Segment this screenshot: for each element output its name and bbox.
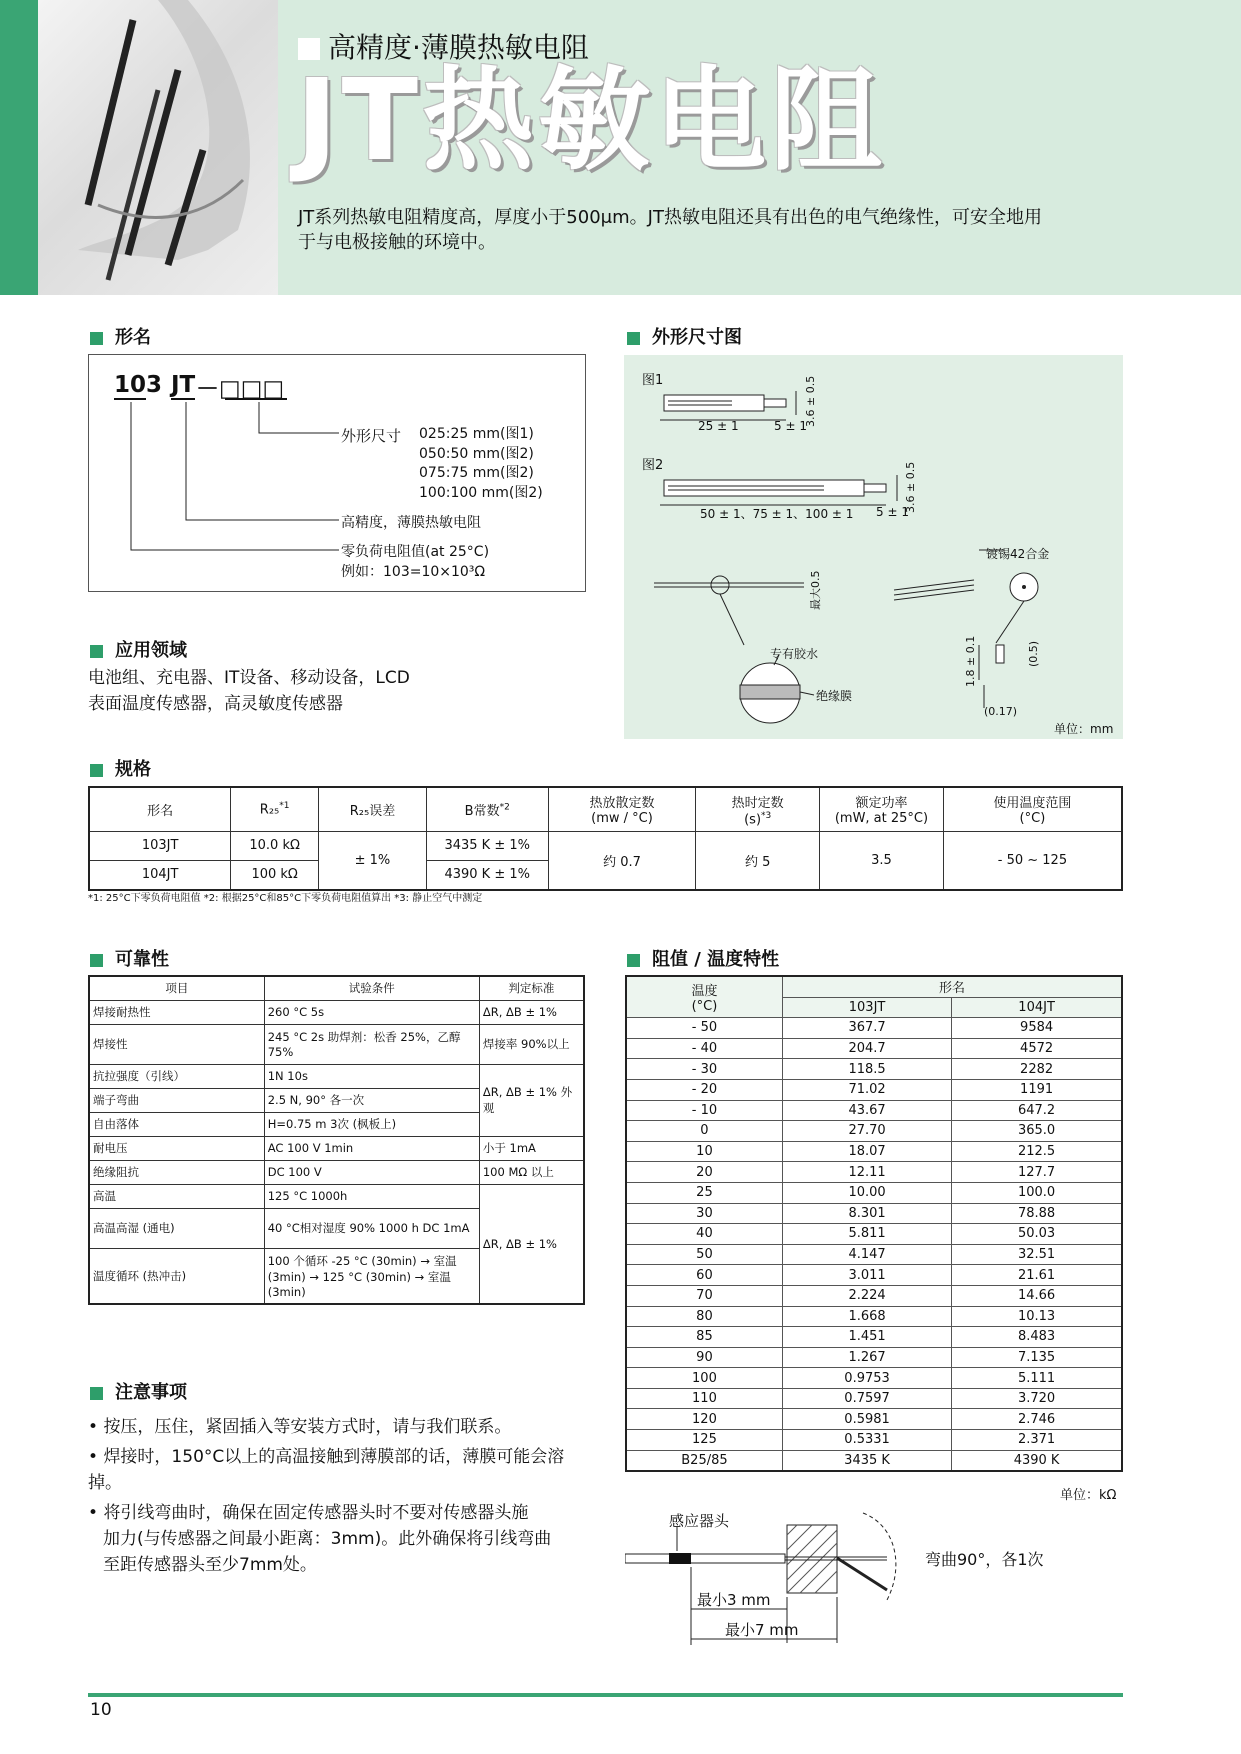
reliability-section-title: [90, 945, 169, 971]
resistance-cell-104: 3.720: [952, 1388, 1122, 1409]
product-photo: [38, 0, 278, 295]
section-square-icon: [90, 332, 103, 345]
section-square-icon: [90, 1387, 103, 1400]
reliability-condition: AC 100 V 1min: [264, 1136, 479, 1160]
reliability-header: 判定标准: [479, 976, 584, 1000]
header-sup: *2: [499, 802, 510, 813]
spec-header-r25: [231, 787, 319, 831]
resistance-row: [626, 1121, 1122, 1142]
header-text: (°C): [691, 999, 718, 1015]
resistance-cell-103: 12.11: [782, 1162, 951, 1183]
dimension-section-title: [627, 323, 742, 349]
header-text: 热放散定数: [589, 796, 655, 812]
resistance-cell-104: 32.51: [952, 1244, 1122, 1265]
resistance-cell-104: 647.2: [952, 1100, 1122, 1121]
model-desc-2: 零负荷电阻值(at 25°C): [341, 544, 490, 560]
reliability-criterion: 100 MΩ 以上: [479, 1160, 584, 1184]
section-square-icon: [90, 954, 103, 967]
fig2-width: 3.6 ± 0.5: [904, 461, 917, 513]
spec-cell-tolerance: ± 1%: [319, 831, 427, 890]
spec-cell-model: 103JT: [89, 831, 231, 860]
reliability-header: 项目: [89, 976, 264, 1000]
size-item: 100:100 mm(图2): [419, 484, 543, 501]
subtitle-text: 高精度·薄膜热敏电阻: [328, 31, 589, 64]
resistance-cell-temp: 100: [626, 1368, 782, 1389]
resistance-cell-temp: 120: [626, 1409, 782, 1430]
resistance-row: [626, 1038, 1122, 1059]
film-label: 绝缘膜: [816, 689, 853, 703]
spec-header-time-constant: [696, 787, 820, 831]
spec-cell-power: 3.5: [820, 831, 944, 890]
resistance-cell-104: 5.111: [952, 1368, 1122, 1389]
section-square-icon: [627, 954, 640, 967]
header-text: 温度: [691, 984, 718, 1000]
caution-item: [88, 1414, 598, 1440]
section-title-text: 注意事项: [115, 1382, 187, 1403]
caution-item: [88, 1500, 598, 1526]
spec-header-model: 形名: [89, 787, 231, 831]
reliability-item: 绝缘阻抗: [89, 1160, 264, 1184]
bullet-icon: •: [88, 1503, 104, 1523]
header-sup: *1: [279, 801, 290, 812]
resistance-cell-103: 367.7: [782, 1018, 951, 1039]
resistance-cell-103: 5.811: [782, 1224, 951, 1245]
resistance-cell-103: 1.668: [782, 1306, 951, 1327]
resistance-cell-temp: - 20: [626, 1079, 782, 1100]
resistance-cell-104: 2282: [952, 1059, 1122, 1080]
resistance-cell-104: 2.371: [952, 1430, 1122, 1451]
header-text: 额定功率: [855, 796, 908, 812]
resistance-table: [625, 975, 1123, 1472]
resistance-cell-temp: 80: [626, 1306, 782, 1327]
reliability-item: 自由落体: [89, 1112, 264, 1136]
spec-header-row: [89, 787, 1122, 831]
spec-cell-b: 3435 K ± 1%: [426, 831, 548, 860]
resistance-cell-temp: 30: [626, 1203, 782, 1224]
resistance-cell-temp: - 30: [626, 1059, 782, 1080]
resistance-cell-temp: 50: [626, 1244, 782, 1265]
caution-text: 至距传感器头至少7mm处。: [103, 1555, 317, 1575]
glue-label: 专有胶水: [770, 647, 819, 661]
resistance-row: [626, 1368, 1122, 1389]
application-section-title: [90, 636, 187, 662]
resistance-cell-103: 4.147: [782, 1244, 951, 1265]
resistance-cell-104: 212.5: [952, 1141, 1122, 1162]
section-square-icon: [90, 645, 103, 658]
resistance-body: [626, 1018, 1122, 1472]
resistance-header-104: 104JT: [952, 997, 1122, 1018]
spec-footnote: *1: 25°C下零负荷电阻值 *2: 根据25°C和85°C下零负荷电阻值算出 *3: 静止空气中测定: [88, 893, 483, 904]
resistance-cell-temp: 25: [626, 1182, 782, 1203]
reliability-condition: 40 °C相对湿度 90% 1000 h DC 1mA: [264, 1208, 479, 1248]
reliability-item: 耐电压: [89, 1136, 264, 1160]
section-title-text: 形名: [115, 327, 151, 348]
fig1-width: 3.6 ± 0.5: [804, 375, 817, 427]
resistance-row: [626, 1347, 1122, 1368]
reliability-condition: 2.5 N, 90° 各一次: [264, 1088, 479, 1112]
intro-text: [298, 205, 1148, 255]
resistance-cell-103: 0.5981: [782, 1409, 951, 1430]
spec-cell-r25: 100 kΩ: [231, 860, 319, 890]
resistance-cell-103: 204.7: [782, 1038, 951, 1059]
model-code-jt: JT: [171, 372, 196, 398]
min-3mm-label: 最小3 mm: [697, 1591, 771, 1609]
resistance-cell-104: 8.483: [952, 1327, 1122, 1348]
spec-header-range: [943, 787, 1122, 831]
reliability-item: 温度循环 (热冲击): [89, 1248, 264, 1304]
caution-text: 加力(与传感器之间最小距离：3mm)。此外确保将引线弯曲: [103, 1529, 552, 1549]
bullet-icon: •: [88, 1447, 104, 1467]
section-title-text: 外形尺寸图: [652, 327, 742, 348]
size-item: 075:75 mm(图2): [419, 465, 534, 481]
resistance-cell-103: 0.7597: [782, 1388, 951, 1409]
spec-table: [88, 786, 1123, 891]
resistance-cell-103: 3435 K: [782, 1450, 951, 1471]
resistance-row: [626, 1141, 1122, 1162]
resistance-row: [626, 1182, 1122, 1203]
section-title-text: 应用领域: [115, 640, 187, 661]
header-text: B常数: [464, 803, 500, 819]
reliability-row: [89, 1000, 584, 1024]
dimension-diagram-panel: [624, 355, 1123, 739]
resistance-cell-104: 7.135: [952, 1347, 1122, 1368]
resistance-row: [626, 1162, 1122, 1183]
spec-cell-time-constant: 约 5: [696, 831, 820, 890]
resistance-cell-temp: 70: [626, 1285, 782, 1306]
resistance-cell-104: 14.66: [952, 1285, 1122, 1306]
resistance-cell-104: 127.7: [952, 1162, 1122, 1183]
section-square-icon: [90, 764, 103, 777]
size-item: 050:50 mm(图2): [419, 445, 534, 462]
resistance-cell-temp: - 50: [626, 1018, 782, 1039]
spec-cell-r25: 10.0 kΩ: [231, 831, 319, 860]
reliability-criterion: 焊接率 90%以上: [479, 1024, 584, 1064]
resistance-cell-104: 2.746: [952, 1409, 1122, 1430]
resistance-cell-103: 43.67: [782, 1100, 951, 1121]
spec-header-tolerance: R₂₅误差: [319, 787, 427, 831]
resistance-cell-104: 21.61: [952, 1265, 1122, 1286]
fig2-length: 50 ± 1、75 ± 1、100 ± 1: [700, 507, 854, 521]
bend-diagram: [625, 1505, 1055, 1660]
intro-line-2: 于与电极接触的环境中。: [298, 232, 496, 253]
section-title-text: 可靠性: [115, 949, 169, 970]
resistance-cell-103: 2.224: [782, 1285, 951, 1306]
resistance-row: [626, 1203, 1122, 1224]
resistance-row: [626, 1285, 1122, 1306]
resistance-cell-103: 8.301: [782, 1203, 951, 1224]
reliability-row: [89, 1136, 584, 1160]
resistance-row: [626, 1306, 1122, 1327]
resistance-cell-temp: 40: [626, 1224, 782, 1245]
header-text: 使用温度范围: [993, 796, 1072, 812]
resistance-cell-103: 118.5: [782, 1059, 951, 1080]
size-label: 外形尺寸: [341, 427, 402, 445]
min-7mm-label: 最小7 mm: [725, 1621, 799, 1639]
resistance-cell-temp: 0: [626, 1121, 782, 1142]
fig1-tip: 5 ± 1: [774, 419, 807, 433]
reliability-condition: 260 °C 5s: [264, 1000, 479, 1024]
caution-text: 焊接时，150°C以上的高温接触到薄膜部的话，薄膜可能会溶掉。: [88, 1447, 565, 1493]
resistance-cell-104: 50.03: [952, 1224, 1122, 1245]
intro-line-1: JT系列热敏电阻精度高，厚度小于500μm。JT热敏电阻还具有出色的电气绝缘性，可安全地用: [298, 207, 1042, 228]
resistance-section-title: [627, 945, 779, 971]
header-text: (mW, at 25°C): [834, 811, 929, 827]
spec-section-title: [90, 755, 151, 781]
page-number: 10: [90, 1700, 112, 1720]
resistance-cell-104: 10.13: [952, 1306, 1122, 1327]
resistance-cell-103: 1.267: [782, 1347, 951, 1368]
resistance-cell-103: 10.00: [782, 1182, 951, 1203]
resistance-cell-temp: - 10: [626, 1100, 782, 1121]
dim-0-17: (0.17): [984, 705, 1018, 718]
resistance-row: [626, 1327, 1122, 1348]
resistance-cell-temp: - 40: [626, 1038, 782, 1059]
resistance-row: [626, 1265, 1122, 1286]
application-text: [88, 665, 410, 717]
spec-header-b: [426, 787, 548, 831]
reliability-criterion: 小于 1mA: [479, 1136, 584, 1160]
reliability-item: 焊接性: [89, 1024, 264, 1064]
spec-cell-dissipation: 约 0.7: [548, 831, 696, 890]
resistance-cell-103: 27.70: [782, 1121, 951, 1142]
model-desc-3: 例如：103=10×10³Ω: [341, 564, 486, 580]
header-text: R₂₅: [259, 802, 280, 818]
resistance-row: [626, 1224, 1122, 1245]
resistance-cell-103: 71.02: [782, 1079, 951, 1100]
resistance-cell-temp: 110: [626, 1388, 782, 1409]
section-title-text: 规格: [115, 759, 151, 780]
reliability-condition: 100 个循环 -25 °C (30min) → 室温 (3min) → 125 °C (30min) → 室温 (3min): [264, 1248, 479, 1304]
resistance-cell-104: 365.0: [952, 1121, 1122, 1142]
reliability-item: 高温: [89, 1184, 264, 1208]
reliability-item: 抗拉强度（引线）: [89, 1064, 264, 1088]
caution-section-title: [90, 1378, 187, 1404]
caution-item: [88, 1444, 598, 1496]
resistance-cell-103: 18.07: [782, 1141, 951, 1162]
resistance-cell-temp: 20: [626, 1162, 782, 1183]
fig1-label: 图1: [642, 373, 664, 388]
size-list: [419, 425, 543, 503]
resistance-cell-temp: B25/85: [626, 1450, 782, 1471]
reliability-criterion: ΔR, ΔB ± 1%: [479, 1000, 584, 1024]
sensor-head-label: 感应器头: [669, 1512, 730, 1530]
reliability-condition: H=0.75 m 3次 (枫板上): [264, 1112, 479, 1136]
dimension-unit: 单位：mm: [1054, 722, 1114, 736]
resistance-row: [626, 1430, 1122, 1451]
resistance-header-model: 形名: [782, 976, 1122, 997]
spec-header-dissipation: [548, 787, 696, 831]
reliability-item: 焊接耐热性: [89, 1000, 264, 1024]
footer-rule: [88, 1693, 1123, 1697]
header-text: (mw / °C): [591, 811, 653, 827]
application-line: 电池组、充电器、IT设备、移动设备，LCD: [88, 668, 410, 688]
resistance-row: [626, 1244, 1122, 1265]
resistance-row: [626, 1079, 1122, 1100]
header-text: (s): [744, 811, 762, 827]
reliability-row: [89, 1024, 584, 1064]
reliability-item: 端子弯曲: [89, 1088, 264, 1112]
header-text: (°C): [1019, 811, 1046, 827]
spec-row: [89, 831, 1122, 860]
header-text: 热时定数: [731, 795, 784, 811]
resistance-cell-103: 0.9753: [782, 1368, 951, 1389]
spec-cell-b: 4390 K ± 1%: [426, 860, 548, 890]
model-code-size: －□□□: [196, 376, 285, 402]
reliability-criterion: ΔR, ΔB ± 1% 外观: [479, 1064, 584, 1136]
resistance-row: [626, 1388, 1122, 1409]
section-title-text: 阻值 / 温度特性: [652, 949, 780, 970]
section-square-icon: [627, 332, 640, 345]
resistance-cell-temp: 10: [626, 1141, 782, 1162]
resistance-cell-104: 4572: [952, 1038, 1122, 1059]
resistance-unit: 单位：kΩ: [1060, 1488, 1117, 1503]
resistance-cell-104: 78.88: [952, 1203, 1122, 1224]
reliability-row: [89, 1160, 584, 1184]
lead-material-label: 镀锡42合金: [986, 547, 1050, 561]
resistance-header-row: [626, 976, 1122, 997]
resistance-cell-103: 3.011: [782, 1265, 951, 1286]
spec-header-power: [820, 787, 944, 831]
reliability-criterion: ΔR, ΔB ± 1%: [479, 1184, 584, 1304]
reliability-header: 试验条件: [264, 976, 479, 1000]
resistance-row: [626, 1450, 1122, 1471]
spec-cell-range: - 50 ~ 125: [943, 831, 1122, 890]
caution-list: [88, 1414, 598, 1578]
model-desc-1: 高精度，薄膜热敏电阻: [341, 515, 481, 531]
max-thickness: 最大0.5: [809, 570, 822, 610]
size-item: 025:25 mm(图1): [419, 426, 534, 442]
resistance-cell-104: 100.0: [952, 1182, 1122, 1203]
resistance-row: [626, 1100, 1122, 1121]
resistance-cell-temp: 90: [626, 1347, 782, 1368]
reliability-condition: 125 °C 1000h: [264, 1184, 479, 1208]
resistance-cell-104: 4390 K: [952, 1450, 1122, 1471]
fig2-label: 图2: [642, 458, 664, 473]
reliability-condition: DC 100 V: [264, 1160, 479, 1184]
model-code-103: 103: [114, 372, 163, 398]
reliability-row: [89, 1184, 584, 1208]
resistance-row: [626, 1059, 1122, 1080]
spec-cell-model: 104JT: [89, 860, 231, 890]
bend-label: 弯曲90°，各1次: [925, 1550, 1044, 1569]
reliability-row: [89, 1064, 584, 1088]
dim-1-8: 1.8 ± 0.1: [964, 635, 977, 687]
application-line: 表面温度传感器，高灵敏度传感器: [88, 694, 343, 714]
page-title: JT热敏电阻: [296, 56, 887, 186]
model-box: [88, 354, 586, 592]
resistance-row: [626, 1409, 1122, 1430]
model-section-title: [90, 323, 151, 349]
caution-text: 将引线弯曲时，确保在固定传感器头时不要对传感器头施: [103, 1503, 529, 1523]
fig1-length: 25 ± 1: [698, 419, 739, 433]
header-sup: *3: [761, 810, 772, 821]
resistance-cell-temp: 125: [626, 1430, 782, 1451]
reliability-condition: 1N 10s: [264, 1064, 479, 1088]
dim-0-5: (0.5): [1027, 640, 1040, 667]
reliability-condition: 245 °C 2s 助焊剂：松香 25%，乙醇 75%: [264, 1024, 479, 1064]
resistance-header-temp: [626, 976, 782, 1018]
reliability-header-row: [89, 976, 584, 1000]
resistance-cell-temp: 85: [626, 1327, 782, 1348]
resistance-cell-temp: 60: [626, 1265, 782, 1286]
bullet-icon: •: [88, 1417, 104, 1437]
caution-text: 按压，压住，紧固插入等安装方式时，请与我们联系。: [103, 1417, 512, 1437]
fig2-tip: 5 ± 1: [876, 505, 909, 519]
header-accent-bar: [0, 0, 38, 295]
resistance-cell-103: 1.451: [782, 1327, 951, 1348]
resistance-cell-104: 9584: [952, 1018, 1122, 1039]
reliability-table: [88, 975, 585, 1305]
resistance-row: [626, 1018, 1122, 1039]
reliability-item: 高温高湿 (通电): [89, 1208, 264, 1248]
resistance-cell-104: 1191: [952, 1079, 1122, 1100]
resistance-cell-103: 0.5331: [782, 1430, 951, 1451]
resistance-header-103: 103JT: [782, 997, 951, 1018]
